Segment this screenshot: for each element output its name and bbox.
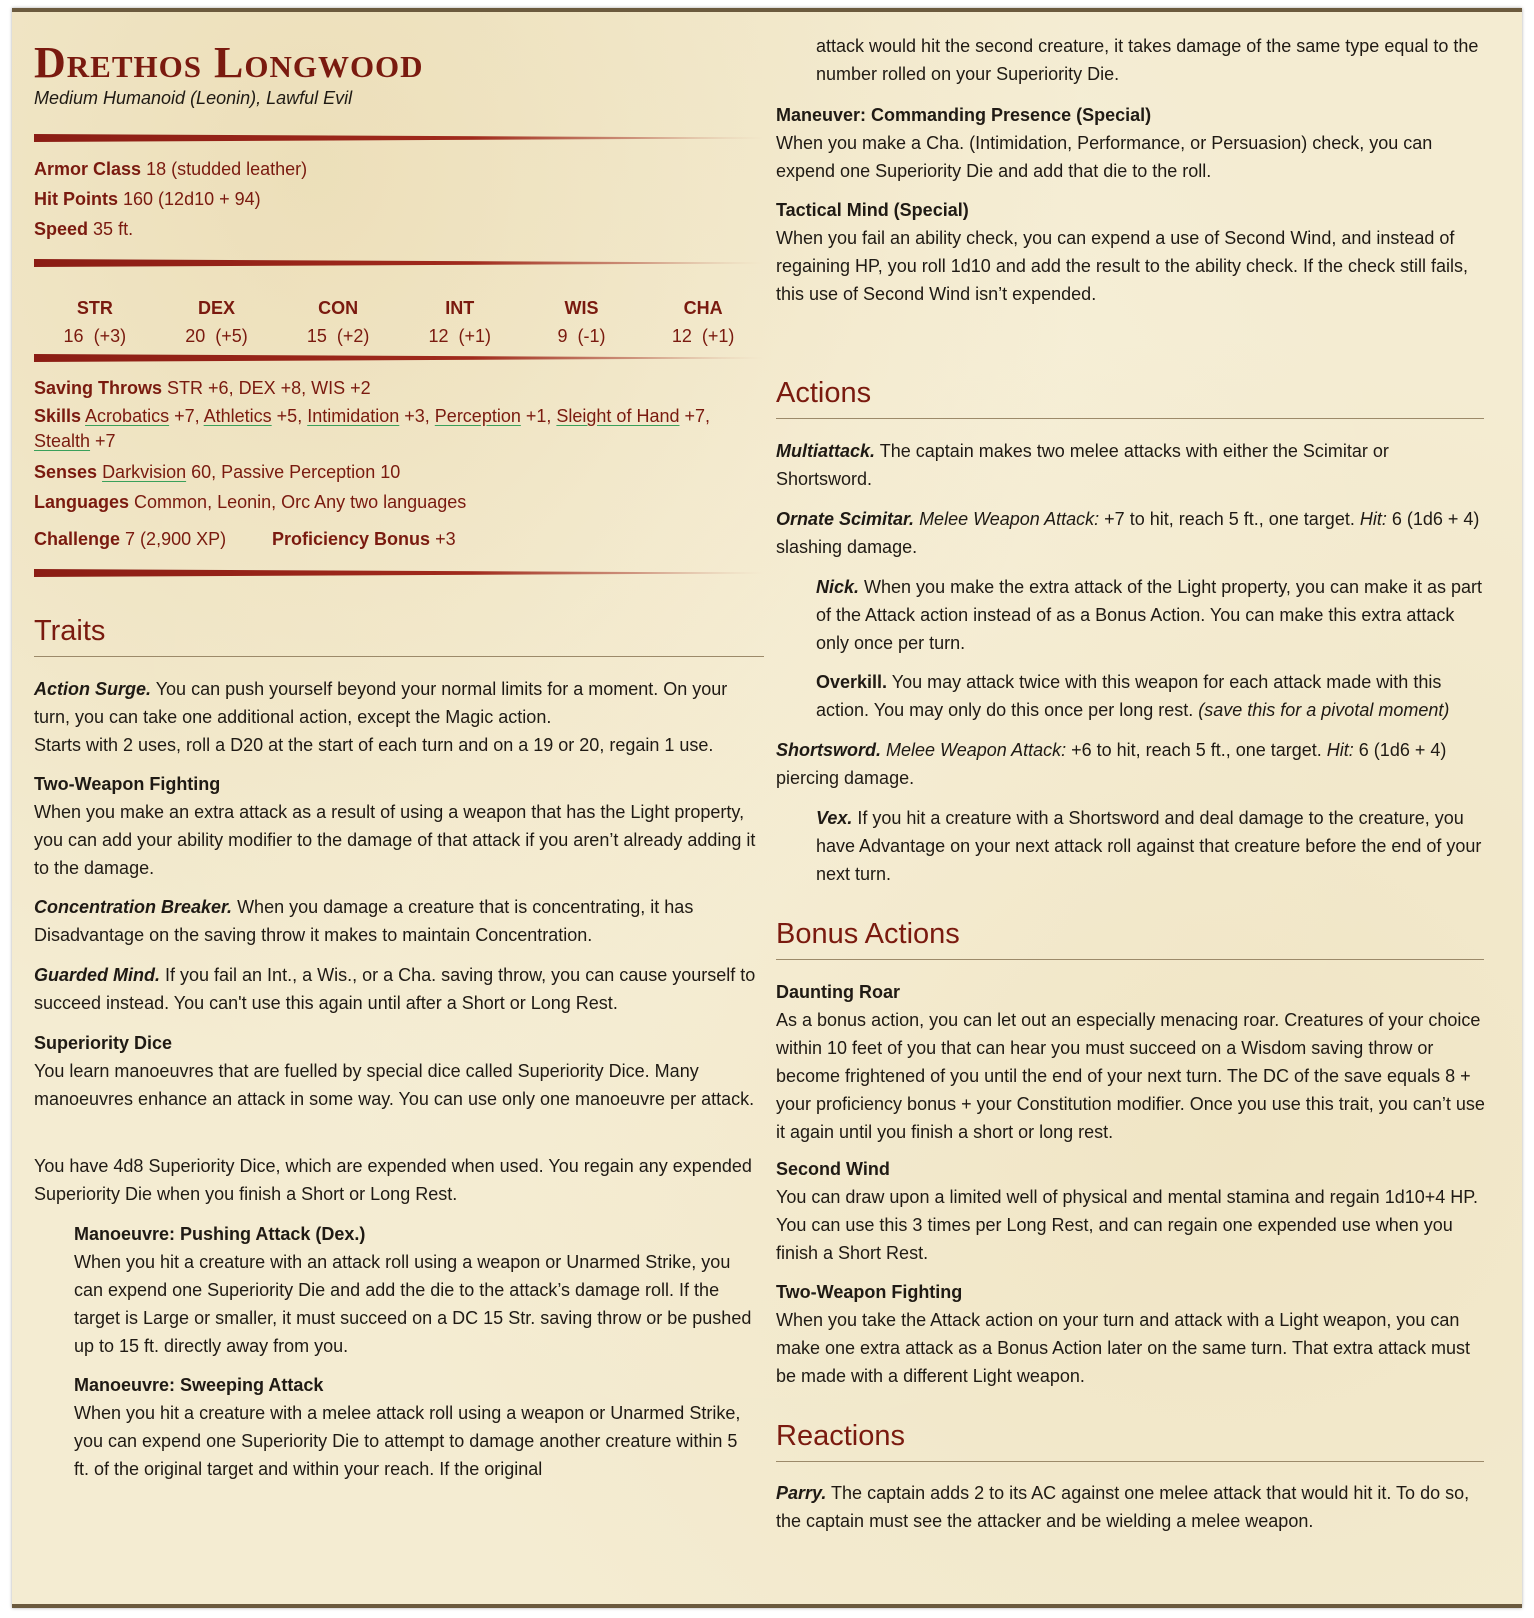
action-vex: Vex. If you hit a creature with a Shortsword and deal damage to the creature, you have Advantage on your next attack roll against that creature before the end of your next turn.: [816, 808, 1482, 884]
ability-wis: WIS 9 (-1): [557, 298, 606, 346]
saving-throws: Saving Throws STR +6, DEX +8, WIS +2: [34, 378, 371, 398]
challenge: Challenge 7 (2,900 XP): [34, 529, 227, 549]
ability-cha: CHA 12 (+1): [671, 298, 735, 346]
action-shortsword: Shortsword. Melee Weapon Attack: +6 to hit, reach 5 ft., one target. Hit: 6 (1d6 + 4) piercing damage.: [776, 740, 1447, 788]
trait-concentration-breaker: Concentration Breaker. When you damage a creature that is concentrating, it has Disadvantage on the saving throw it makes to maintain Concentration.: [34, 897, 694, 945]
ability-dex: DEX 20 (+5): [185, 298, 248, 346]
maneuver-sweeping-attack-continued: attack would hit the second creature, it takes damage of the same type equal to the number rolled on your Superiority Die.: [816, 36, 1479, 84]
action-ornate-scimitar: Ornate Scimitar. Melee Weapon Attack: +7 to hit, reach 5 ft., one target. Hit: 6 (1d6 + 4) slashing damage.: [776, 509, 1480, 557]
traits-heading: Traits: [34, 614, 764, 657]
creature-name: Drethos Longwood: [34, 38, 424, 87]
speed: Speed 35 ft.: [34, 219, 134, 239]
skill-perception-link[interactable]: Perception: [434, 406, 521, 426]
skills: Skills Acrobatics +7, Athletics +5, Intimidation +3, Perception +1, Sleight of Hand +7, Stealth +7: [34, 406, 711, 451]
bonus-actions-heading: Bonus Actions: [776, 917, 1484, 960]
action-nick: Nick. When you make the extra attack of the Light property, you can make it as part of the Attack action instead of as a Bonus Action. You can make this extra attack only once per turn.: [816, 577, 1483, 653]
stat-block-sheet: [12, 8, 1522, 1608]
bonus-daunting-roar: Daunting Roar As a bonus action, you can let out an especially menacing roar. Creatures of your choice within 10 feet of you that can hear you must succeed on a Wisdom saving throw or become frightened of you until the end of your next turn. The DC of the save equals 8 + your proficiency bonus + your Constitution modifier. Once you use this trait, you can’t use it again until you finish a short or long rest.: [776, 982, 1485, 1142]
reactions-heading: Reactions: [776, 1419, 1484, 1462]
ability-str: STR 16 (+3): [63, 298, 127, 346]
darkvision-link[interactable]: Darkvision: [102, 462, 187, 482]
action-multiattack: Multiattack. The captain makes two melee attacks with either the Scimitar or Shortsword.: [776, 441, 1389, 489]
reaction-parry: Parry. The captain adds 2 to its AC against one melee attack that would hit it. To do so, the captain must see the attacker and be wielding a melee weapon.: [776, 1483, 1470, 1531]
bonus-second-wind: Second Wind You can draw upon a limited well of physical and mental stamina and regain 1d10+4 HP. You can use this 3 times per Long Rest, and can regain one expended use when you finish a Short Rest.: [776, 1159, 1478, 1263]
actions-heading: Actions: [776, 376, 1484, 419]
skill-acrobatics-link[interactable]: Acrobatics: [85, 406, 170, 426]
maneuver-pushing-attack: Manoeuvre: Pushing Attack (Dex.) When you hit a creature with an attack roll using a weapon or Unarmed Strike, you can expend one Superiority Die and add the die to the attack’s damage roll. If the target is Large or smaller, it must succeed on a DC 15 Str. saving throw or be pushed up to 15 ft. directly away from you.: [74, 1224, 752, 1356]
armor-class: Armor Class 18 (studded leather): [34, 159, 308, 179]
skill-stealth-link[interactable]: Stealth: [34, 431, 91, 451]
trait-tactical-mind: Tactical Mind (Special) When you fail an ability check, you can expend a use of Second Wind, and instead of regaining HP, you roll 1d10 and add the result to the ability check. If the check still fails, this use of Second Wind isn’t expended.: [776, 200, 1469, 304]
divider: [34, 354, 764, 362]
trait-two-weapon-fighting: Two-Weapon Fighting When you make an extra attack as a result of using a weapon that has the Light property, you can add your ability modifier to the damage of that attack if you aren’t already adding it to the damage.: [34, 774, 756, 878]
ability-scores: [34, 294, 764, 350]
ability-con: CON 15 (+2): [306, 298, 370, 346]
hit-points: Hit Points 160 (12d10 + 94): [34, 189, 261, 209]
languages: Languages Common, Leonin, Orc Any two languages: [34, 492, 467, 512]
creature-subtitle: Medium Humanoid (Leonin), Lawful Evil: [34, 88, 353, 108]
divider: [34, 259, 764, 267]
trait-action-surge: Action Surge. You can push yourself beyond your normal limits for a moment. On your turn, you can take one additional action, except the Magic action. Starts with 2 uses, roll a D20 at the start of each turn and on a 19 or 20, regain 1 use.: [34, 679, 728, 755]
ability-int: INT 12 (+1): [428, 298, 492, 346]
skill-athletics-link[interactable]: Athletics: [203, 406, 272, 426]
action-overkill: Overkill. You may attack twice with this weapon for each attack made with this action. You may only do this once per long rest. (save this for a pivotal moment): [816, 672, 1450, 720]
bonus-two-weapon-fighting: Two-Weapon Fighting When you take the Attack action on your turn and attack with a Light weapon, you can make one extra attack as a Bonus Action later on the same turn. That extra attack must be made with a different Light weapon.: [776, 1282, 1471, 1386]
skill-sleight-of-hand-link[interactable]: Sleight of Hand: [556, 406, 680, 426]
trait-superiority-dice: Superiority Dice You learn manoeuvres that are fuelled by special dice called Superiority Dice. Many manoeuvres enhance an attack in some way. You can use only one manoeuvre per attack.: [34, 1033, 755, 1109]
skill-intimidation-link[interactable]: Intimidation: [307, 406, 400, 426]
divider: [34, 134, 764, 142]
proficiency-bonus: Proficiency Bonus +3: [272, 529, 456, 549]
senses: Senses Darkvision 60, Passive Perception 10: [34, 462, 401, 482]
divider: [34, 569, 764, 577]
trait-superiority-dice-uses: You have 4d8 Superiority Dice, which are expended when used. You regain any expended Superiority Die when you finish a Short or Long Rest.: [34, 1156, 752, 1204]
maneuver-commanding-presence: Maneuver: Commanding Presence (Special) When you make a Cha. (Intimidation, Performance, or Persuasion) check, you can expend one Superiority Die and add that die to the roll.: [776, 105, 1433, 181]
maneuver-sweeping-attack: Manoeuvre: Sweeping Attack When you hit a creature with a melee attack roll using a weapon or Unarmed Strike, you can expend one Superiority Die to attempt to damage another creature within 5 ft. of the original target and within your reach. If the original: [74, 1375, 741, 1479]
trait-guarded-mind: Guarded Mind. If you fail an Int., a Wis., or a Cha. saving throw, you can cause yourself to succeed instead. You can't use this again until after a Short or Long Rest.: [34, 965, 756, 1013]
